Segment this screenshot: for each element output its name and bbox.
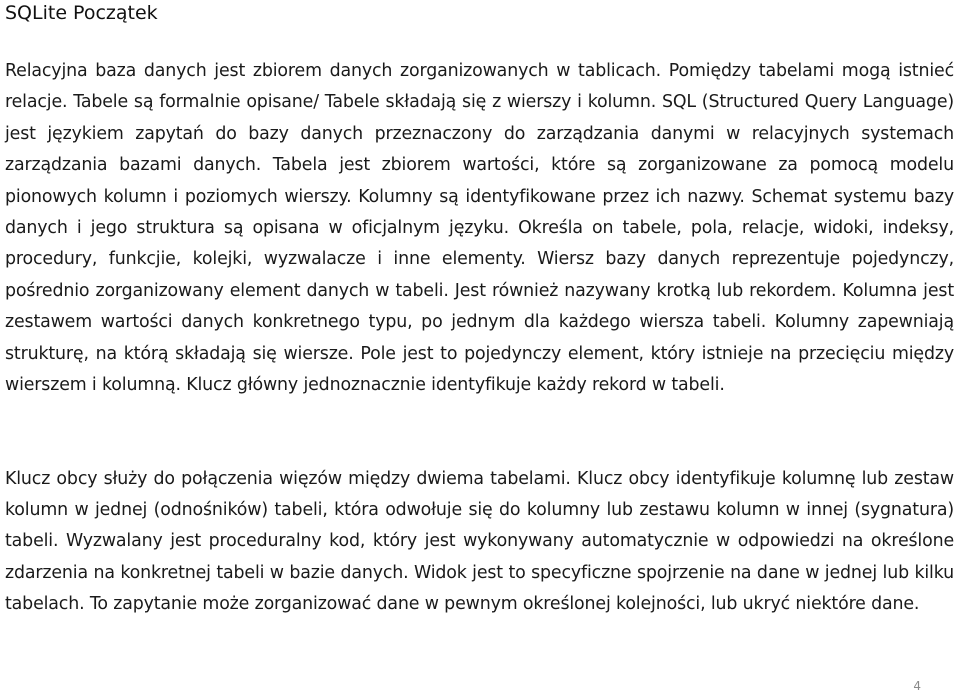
paragraph-foreign-key: Klucz obcy służy do połączenia więzów między dwiema tabelami. Klucz obcy identyfikuje kolumnę lub zestaw kolumn w jednej (odnośników) tabeli, która odwołuje się do kolumny lub zestawu kolumn w innej (sygnatura) tabeli. Wyzwalany jest proceduralny kod, który jest wykonywany automatycznie w odpowiedzi na określone zdarzenia na konkretnej tabeli w bazie danych. Widok jest to specyficzne spojrzenie na dane w jednej lub kilku tabelach. To zapytanie może zorganizować dane w pewnym określonej kolejności, lub ukryć niektóre dane. — [5, 469, 954, 614]
page-number: 4 — [913, 679, 921, 693]
page-title: SQLite Początek — [5, 2, 158, 24]
paragraph-relational-database: Relacyjna baza danych jest zbiorem danych zorganizowanych w tablicach. Pomiędzy tabelami mogą istnieć relacje. Tabele są formalnie opisane/ Tabele składają się z wierszy i kolumn. SQL (Structured Query Language) jest językiem zapytań do bazy danych przeznaczony do zarządzania danymi w relacyjnych systemach zarządzania bazami danych. Tabela jest zbiorem wartości, które są zorganizowane za pomocą modelu pionowych kolumn i poziomych wierszy. Kolumny są identyfikowane przez ich nazwy. Schemat systemu bazy danych i jego struktura są opisana w oficjalnym języku. Określa on tabele, pola, relacje, widoki, indeksy, procedury, funkcjie, kolejki, wyzwalacze i inne elementy. Wiersz bazy danych reprezentuje pojedynczy, pośrednio zorganizowany element danych w tabeli. Jest również nazywany krotką lub rekordem. Kolumna jest zestawem wartości danych konkretnego typu, po jednym dla każdego wiersza tabeli. Kolumny zapewniają strukturę, na którą składają się wiersze. Pole jest to pojedynczy element, który istnieje na przecięciu między wierszem i kolumną. Klucz główny jednoznacznie identyfikuje każdy rekord w tabeli. — [5, 61, 954, 396]
